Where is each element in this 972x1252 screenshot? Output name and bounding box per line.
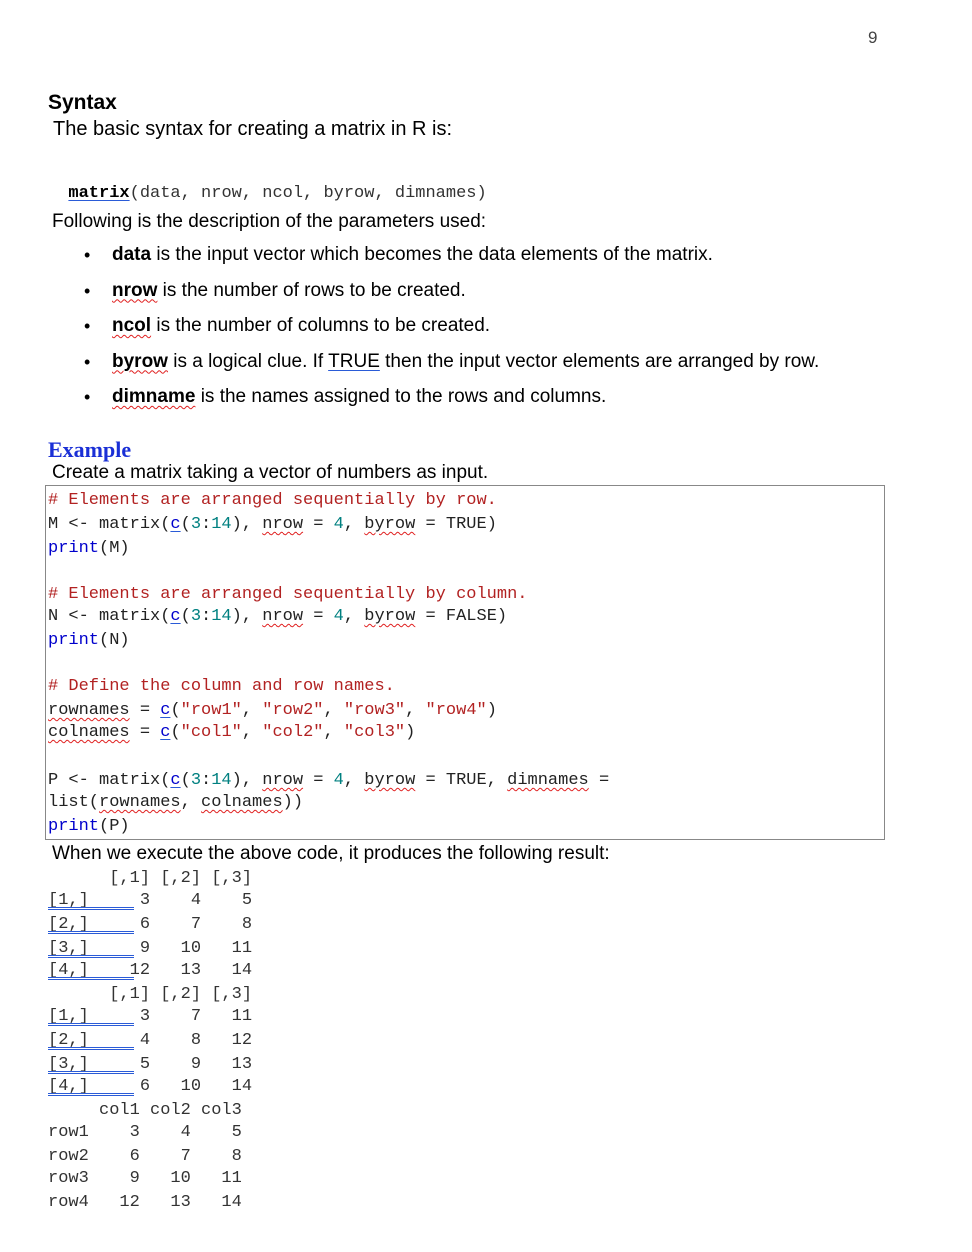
syntax-heading: Syntax: [48, 91, 117, 114]
output-row: [2,] 6 7 8: [48, 915, 253, 934]
page-number: 9: [868, 28, 878, 47]
code-line: M <- matrix(c(3:14), nrow = 4, byrow = TRUE): [48, 515, 497, 534]
param-name: ncol: [112, 315, 152, 336]
row-index-underline: [48, 935, 134, 958]
syntax-args: (data, nrow, ncol, byrow, dimnames): [129, 184, 487, 203]
code-line: P <- matrix(c(3:14), nrow = 4, byrow = TRUE, dimnames =: [48, 771, 610, 790]
row-index-underline: [48, 911, 134, 934]
param-name: nrow: [112, 279, 158, 301]
code-line: print(M): [48, 539, 130, 558]
output-n-header: [,1] [,2] [,3]: [48, 985, 253, 1004]
example-heading: Example: [48, 437, 132, 462]
params-intro: Following is the description of the parameters used:: [52, 211, 487, 232]
code-line: rownames = c("row1", "row2", "row3", "row4"): [48, 701, 497, 720]
output-row: [4,] 12 13 14: [48, 961, 253, 980]
param-item-nrow: [80, 276, 819, 312]
param-name: dimname: [112, 386, 196, 407]
example-intro: Create a matrix taking a vector of numbers as input.: [52, 462, 489, 483]
output-row: row2 6 7 8: [48, 1147, 242, 1166]
param-desc: is the number of rows to be created.: [157, 279, 466, 301]
row-index-underline: [48, 957, 134, 980]
code-line: N <- matrix(c(3:14), nrow = 4, byrow = FALSE): [48, 607, 508, 626]
code-line: list(rownames, colnames)): [48, 793, 304, 812]
row-index-underline: [48, 1051, 134, 1074]
param-desc: is the names assigned to the rows and columns.: [195, 386, 607, 407]
output-row: row4 12 13 14: [48, 1193, 242, 1212]
output-p-header: col1 col2 col3: [48, 1101, 242, 1120]
code-line: colnames = c("col1", "col2", "col3"): [48, 723, 416, 742]
output-row: [2,] 4 8 12: [48, 1031, 253, 1050]
param-desc: is a logical clue. If: [167, 350, 329, 372]
syntax-code: [48, 165, 487, 203]
output-row: [1,] 3 4 5: [48, 891, 253, 910]
row-index-underline: [48, 1027, 134, 1050]
row-index-underline: [48, 1073, 134, 1096]
param-item-data: [80, 240, 819, 276]
output-row: [3,] 9 10 11: [48, 939, 253, 958]
code-comment: # Define the column and row names.: [48, 677, 395, 696]
syntax-intro: The basic syntax for creating a matrix in R is:: [53, 118, 453, 140]
param-desc: then the input vector elements are arranged by row.: [379, 350, 820, 372]
code-line: print(N): [48, 631, 130, 650]
output-row: row1 3 4 5: [48, 1123, 242, 1142]
param-desc: is the number of columns to be created.: [151, 315, 491, 336]
output-row: [1,] 3 7 11: [48, 1007, 253, 1026]
output-m-header: [,1] [,2] [,3]: [48, 869, 253, 888]
syntax-fn: matrix: [68, 184, 130, 203]
param-desc: is the input vector which becomes the data elements of the matrix.: [151, 244, 713, 265]
param-item-byrow: [80, 347, 819, 383]
param-item-dimname: [80, 382, 819, 418]
result-intro: When we execute the above code, it produces the following result:: [52, 843, 610, 864]
row-index-underline: [48, 887, 134, 910]
param-name: data: [112, 244, 152, 265]
row-index-underline: [48, 1003, 134, 1026]
output-row: row3 9 10 11: [48, 1169, 242, 1188]
code-comment: # Elements are arranged sequentially by row.: [48, 491, 497, 510]
params-list: [80, 240, 819, 418]
output-row: [4,] 6 10 14: [48, 1077, 253, 1096]
param-item-ncol: [80, 311, 819, 347]
true-link[interactable]: TRUE: [328, 350, 380, 372]
param-name: byrow: [112, 350, 168, 372]
output-row: [3,] 5 9 13: [48, 1055, 253, 1074]
code-comment: # Elements are arranged sequentially by column.: [48, 585, 528, 604]
code-line: print(P): [48, 817, 130, 836]
